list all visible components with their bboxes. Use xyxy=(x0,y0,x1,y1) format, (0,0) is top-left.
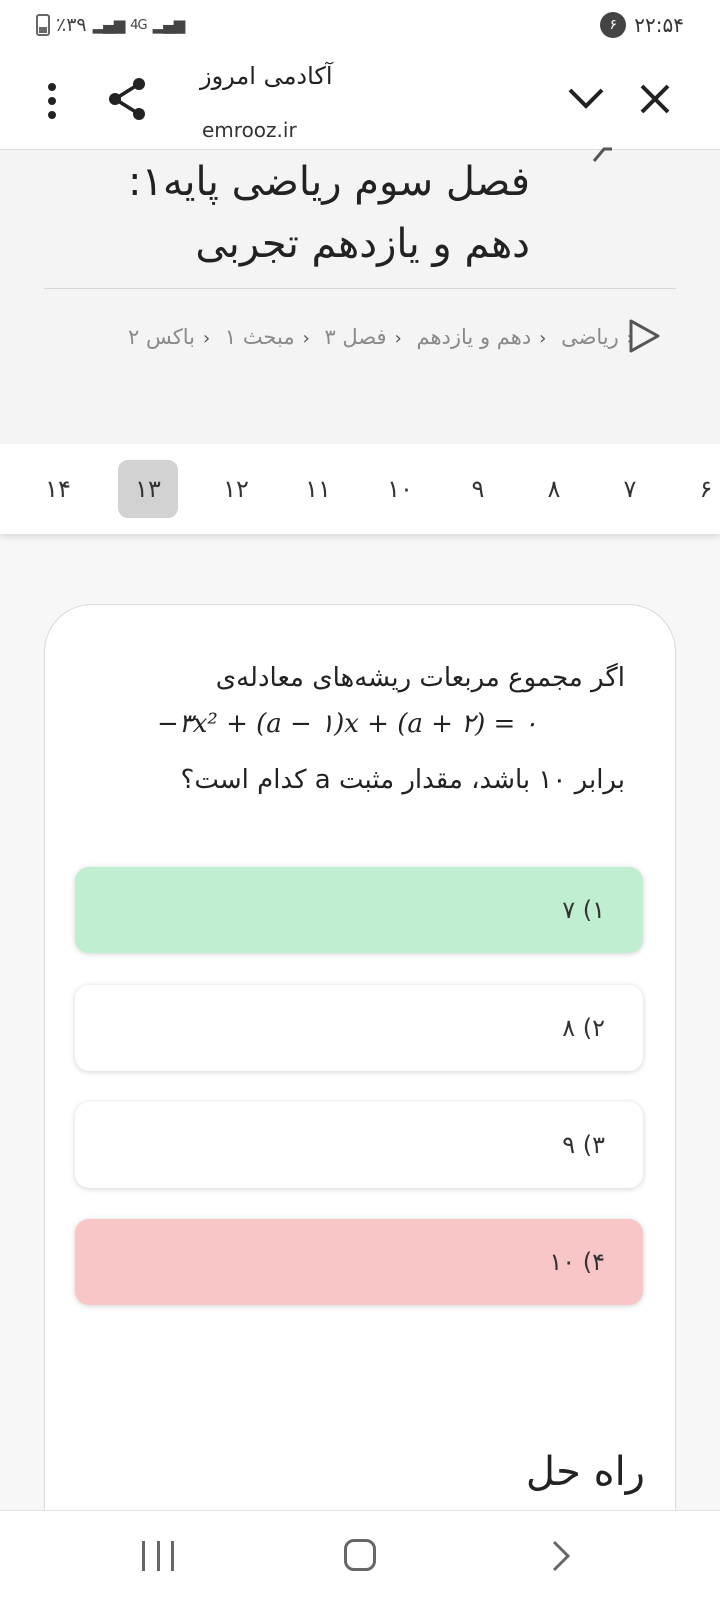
breadcrumb-separator-icon: ‹ xyxy=(394,328,402,349)
battery-level: ٪۳۹ xyxy=(56,14,87,36)
home-icon[interactable] xyxy=(344,1539,376,1571)
breadcrumb-item[interactable]: دهم و یازدهم xyxy=(416,325,532,349)
close-icon[interactable] xyxy=(636,76,674,120)
option-2[interactable]: ۲) ۸ xyxy=(75,985,643,1071)
back-icon[interactable] xyxy=(548,1539,572,1573)
breadcrumb-item[interactable]: ریاضی xyxy=(561,325,619,349)
question-tab[interactable]: ۱۴ xyxy=(45,475,71,503)
question-tab[interactable]: ۱۳ xyxy=(118,460,178,518)
browser-toolbar xyxy=(0,52,720,150)
question-text-line1: اگر مجموع مربعات ریشه‌های معادله‌ی xyxy=(215,663,625,693)
signal-icon-2: ▂▄▆ xyxy=(152,16,185,34)
page-header xyxy=(0,151,720,443)
question-tab[interactable]: ۱۰ xyxy=(387,475,413,503)
breadcrumb-separator-icon: ‹ xyxy=(626,328,634,349)
breadcrumb xyxy=(52,314,642,362)
status-left xyxy=(36,14,184,36)
site-title: آکادمی امروز xyxy=(200,62,333,90)
question-tab[interactable]: ۱۱ xyxy=(305,475,331,503)
question-number-tabs xyxy=(0,444,720,534)
question-equation: −۳x² + (a − ۱)x + (a + ۲) = ۰ xyxy=(157,709,538,739)
breadcrumb-separator-icon: ‹ xyxy=(202,328,211,349)
share-icon[interactable] xyxy=(106,76,148,122)
page-title: فصل سوم ریاضی پایه۱: دهم و یازدهم تجربی xyxy=(128,159,530,267)
breadcrumb-item[interactable]: باکس ۲ xyxy=(127,325,195,349)
notification-badge: ۶ xyxy=(600,12,626,38)
breadcrumb-separator-icon: ‹ xyxy=(302,328,310,349)
breadcrumb-item[interactable]: فصل ۳ xyxy=(324,325,387,349)
option-3[interactable]: ۳) ۹ xyxy=(75,1102,643,1188)
clock: ۲۲:۵۴ xyxy=(634,13,684,37)
network-label: 4G xyxy=(130,17,147,33)
recent-apps-icon[interactable] xyxy=(142,1541,174,1571)
battery-icon xyxy=(36,14,50,36)
question-tab[interactable]: ۹ xyxy=(471,475,485,503)
divider xyxy=(44,288,676,289)
chevron-icon xyxy=(592,147,614,163)
status-bar xyxy=(0,0,720,52)
option-4[interactable]: ۴) ۱۰ xyxy=(75,1219,643,1305)
question-tab[interactable]: ۸ xyxy=(547,475,561,503)
question-tab[interactable]: ۷ xyxy=(623,475,637,503)
breadcrumb-separator-icon: ‹ xyxy=(539,328,547,349)
system-nav-bar xyxy=(0,1510,720,1600)
url-text: emrooz.ir xyxy=(202,118,297,142)
chevron-down-icon[interactable] xyxy=(566,78,606,118)
status-right xyxy=(600,12,684,38)
signal-icon: ▂▄▆ xyxy=(92,16,125,34)
option-1[interactable]: ۱) ۷ xyxy=(75,867,643,953)
menu-dots-icon[interactable] xyxy=(36,76,68,126)
solution-title: راه حل xyxy=(525,1449,645,1495)
question-tab[interactable]: ۶ xyxy=(699,475,713,503)
question-text-line2: برابر ۱۰ باشد، مقدار مثبت a کدام است؟ xyxy=(180,765,625,795)
question-tab[interactable]: ۱۲ xyxy=(223,475,249,503)
question-card xyxy=(44,604,676,1600)
breadcrumb-item[interactable]: مبحث ۱ xyxy=(224,325,295,349)
